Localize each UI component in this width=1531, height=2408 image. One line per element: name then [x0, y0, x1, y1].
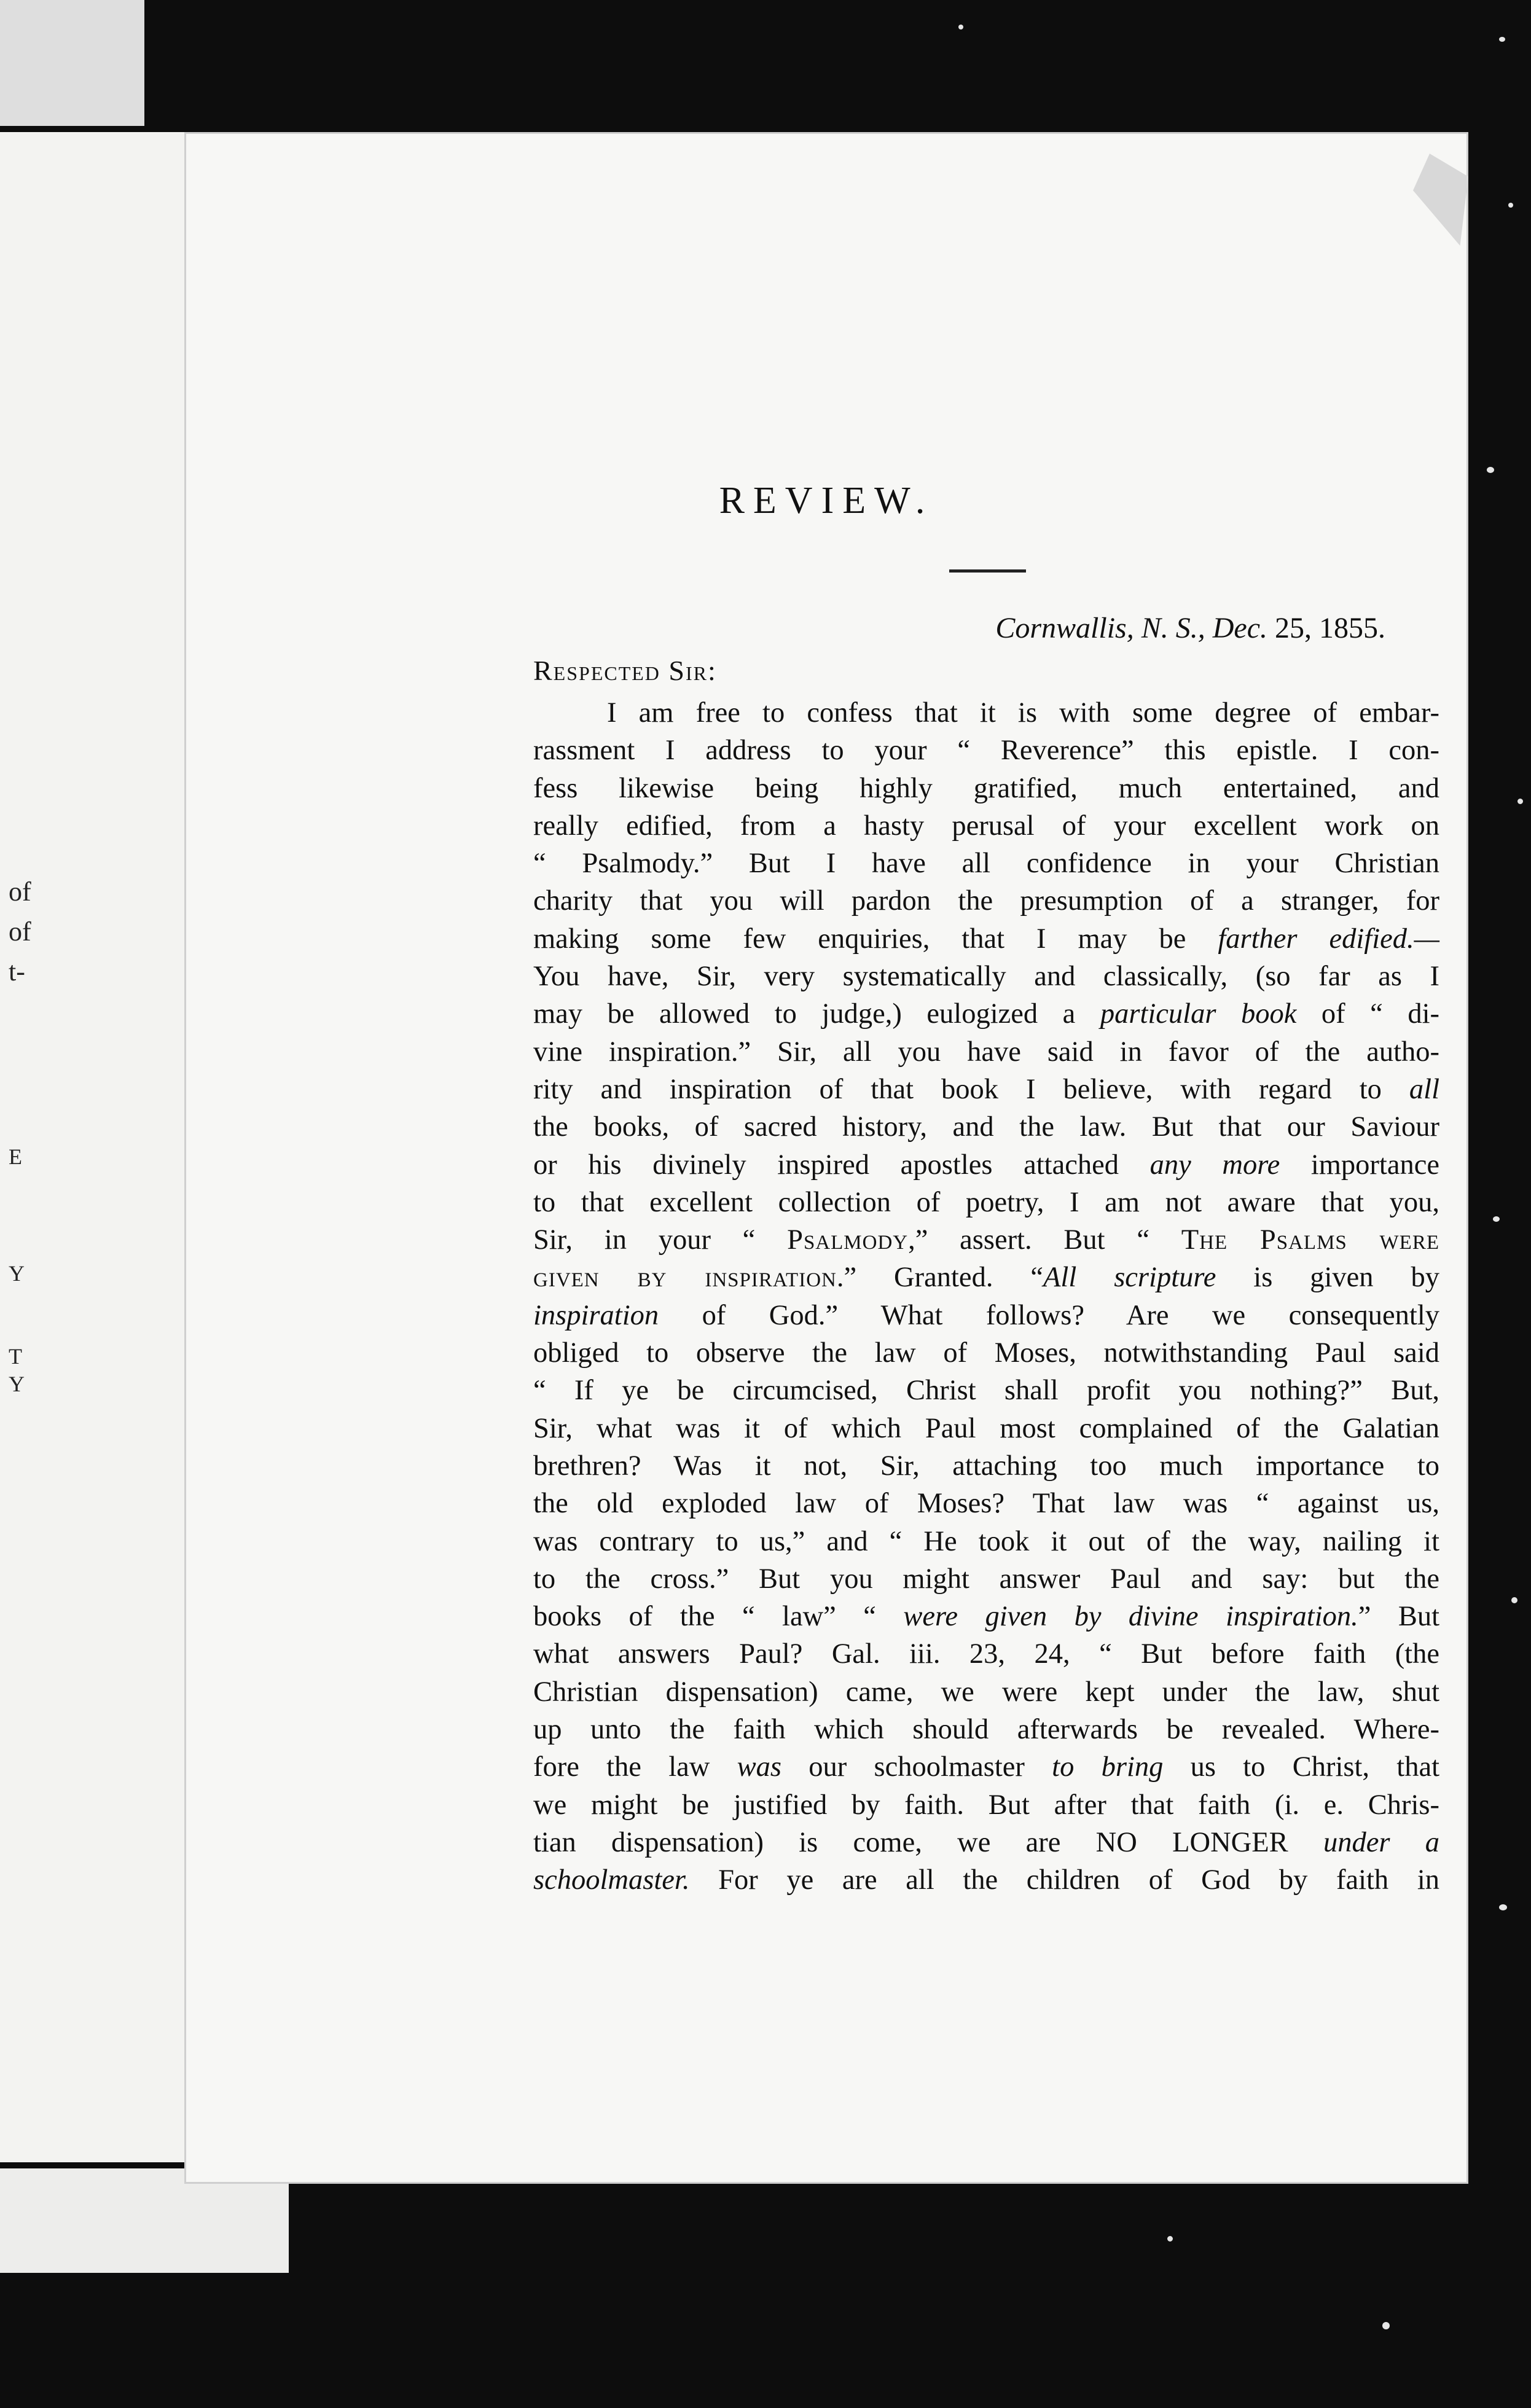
body-line: vine inspiration.” Sir, all you have said in favor of the autho-: [533, 1036, 1439, 1068]
body-line: brethren? Was it not, Sir, attaching too much importance to: [533, 1450, 1439, 1482]
body-line: “ If ye be circumcised, Christ shall profit you nothing?” But,: [533, 1375, 1439, 1407]
text-run: ” But: [1358, 1601, 1440, 1633]
italic-run: was: [737, 1751, 781, 1783]
left-page-fragment: E: [9, 1144, 22, 1169]
body-line: [533, 1259, 1439, 1296]
body-line: [533, 1824, 1439, 1861]
salutation: Respected Sir:: [533, 655, 717, 686]
body-line: I am free to confess that it is with some degree of embar-: [607, 697, 1439, 729]
text-run: of “ di-: [1296, 998, 1439, 1030]
text-run: fore the law: [533, 1751, 737, 1783]
text-run: importance: [1280, 1149, 1439, 1181]
italic-run: All scripture: [1043, 1262, 1216, 1294]
body-line: to that excellent collection of poetry, I am not aware that you,: [533, 1186, 1439, 1218]
small-caps-run: The Psalms were: [1181, 1224, 1439, 1256]
body-line: what answers Paul? Gal. iii. 23, 24, “ But before faith (the: [533, 1638, 1439, 1670]
left-page-top-edge: [0, 0, 144, 126]
text-run: ,” assert. But “: [908, 1224, 1181, 1256]
small-caps-run: Psalmody: [787, 1224, 909, 1256]
document-page: [184, 132, 1468, 2184]
text-run: us to Christ, that: [1163, 1751, 1440, 1783]
body-line: rassment I address to your “ Reverence” this epistle. I con-: [533, 735, 1439, 767]
left-page-fragment: t-: [9, 956, 25, 987]
italic-run: any more: [1149, 1149, 1280, 1181]
body-line: we might be justified by faith. But after that faith (i. e. Chris-: [533, 1789, 1439, 1821]
body-line: charity that you will pardon the presumption of a stranger, for: [533, 885, 1439, 917]
italic-run: particular book: [1100, 998, 1297, 1030]
title-divider: [949, 569, 1026, 573]
dateline: [995, 611, 1385, 645]
left-page-fragment: Y: [9, 1372, 25, 1396]
body-line: up unto the faith which should afterwards be revealed. Where-: [533, 1714, 1439, 1746]
body-line: [533, 1297, 1439, 1334]
text-run: books of the “ law” “: [533, 1601, 904, 1633]
page-title: REVIEW.: [719, 480, 934, 522]
left-page-fragment: Y: [9, 1261, 25, 1286]
text-run: making some few enquiries, that I may be: [533, 923, 1218, 955]
left-page-fragment: T: [9, 1344, 22, 1369]
body-line: Christian dispensation) came, we were kept under the law, shut: [533, 1676, 1439, 1708]
italic-run: inspiration: [533, 1299, 659, 1331]
body-line: [533, 920, 1439, 958]
body-line: the books, of sacred history, and the law. But that our Saviour: [533, 1111, 1439, 1143]
body-line: [533, 1146, 1439, 1184]
italic-run: to bring: [1052, 1751, 1164, 1783]
body-line: [533, 1598, 1439, 1635]
body-line: was contrary to us,” and “ He took it out of the way, nailing it: [533, 1525, 1439, 1557]
body-line: [533, 1748, 1439, 1786]
body-line: Sir, what was it of which Paul most complained of the Galatian: [533, 1412, 1439, 1444]
body-line: fess likewise being highly gratified, much entertained, and: [533, 772, 1439, 804]
body-line: “ Psalmody.” But I have all confidence in your Christian: [533, 848, 1439, 880]
italic-run: all: [1409, 1073, 1439, 1105]
left-page: [0, 132, 199, 2162]
body-line: to the cross.” But you might answer Paul and say: but the: [533, 1563, 1439, 1595]
body-line: [533, 1861, 1439, 1899]
dateline-date: 25, 1855.: [1275, 612, 1385, 644]
body-line: [533, 995, 1439, 1033]
text-run: rity and inspiration of that book I believe, with regard to: [533, 1073, 1409, 1105]
italic-run: farther edified.—: [1218, 923, 1439, 955]
text-run: of God.” What follows? Are we consequently: [659, 1299, 1439, 1331]
left-page-fragment: of: [9, 877, 31, 907]
body-line: really edified, from a hasty perusal of your excellent work on: [533, 810, 1439, 842]
italic-run: schoolmaster.: [533, 1864, 690, 1896]
italic-run: were given by divine inspiration.: [903, 1601, 1358, 1633]
body-line: You have, Sir, very systematically and classically, (so far as I: [533, 961, 1439, 993]
text-run: is given by: [1216, 1262, 1439, 1294]
text-run: Sir, in your “: [533, 1224, 788, 1256]
text-run: tian dispensation) is come, we are NO LONGER: [533, 1826, 1323, 1858]
body-line: the old exploded law of Moses? That law was “ against us,: [533, 1488, 1439, 1520]
text-run: may be allowed to judge,) eulogized a: [533, 998, 1100, 1030]
body-line: obliged to observe the law of Moses, notwithstanding Paul said: [533, 1337, 1439, 1369]
dateline-place: Cornwallis, N. S., Dec.: [995, 612, 1267, 644]
body-line: [533, 1071, 1439, 1108]
left-page-bottom-edge: [0, 2168, 289, 2273]
left-page-fragment: of: [9, 917, 31, 947]
letter-body: [533, 694, 1439, 1899]
text-run: or his divinely inspired apostles attached: [533, 1149, 1150, 1181]
italic-run: under a: [1323, 1826, 1439, 1858]
text-run: our schoolmaster: [781, 1751, 1052, 1783]
small-caps-run: given by inspiration: [533, 1262, 837, 1294]
text-run: For ye are all the children of God by faith in: [689, 1864, 1439, 1896]
text-run: .” Granted. “: [836, 1262, 1044, 1294]
body-line: [533, 1221, 1439, 1259]
